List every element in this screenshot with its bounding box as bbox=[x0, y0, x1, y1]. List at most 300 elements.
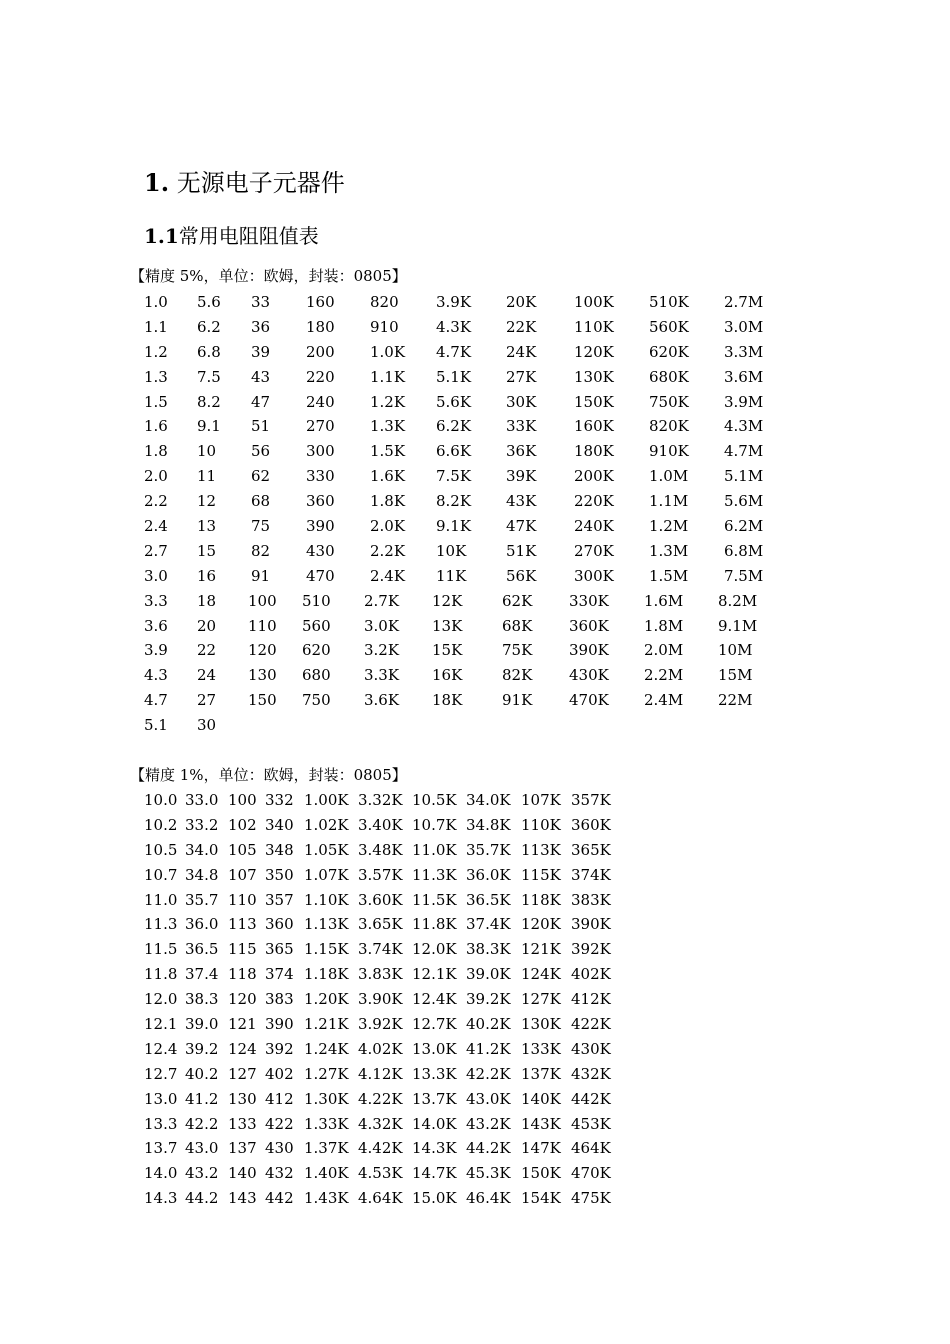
table-cell: 43.0 bbox=[185, 1139, 219, 1158]
table-cell: 1.1M bbox=[649, 492, 689, 511]
table-cell: 13.0 bbox=[144, 1089, 178, 1108]
table-cell: 40.2K bbox=[466, 1015, 511, 1034]
table-cell: 75 bbox=[251, 517, 271, 536]
heading-2-number: 1.1 bbox=[144, 224, 179, 248]
table-cell: 1.15K bbox=[304, 940, 349, 959]
table-cell: 143 bbox=[228, 1189, 257, 1208]
table-cell: 1.2K bbox=[370, 392, 406, 411]
table-cell: 38.3K bbox=[466, 940, 511, 959]
table-cell: 300K bbox=[574, 566, 614, 585]
table-cell: 130 bbox=[228, 1089, 257, 1108]
table-cell: 453K bbox=[571, 1114, 611, 1133]
table-cell: 147K bbox=[521, 1139, 561, 1158]
table-cell: 9.1M bbox=[718, 616, 758, 635]
table-cell: 2.4K bbox=[370, 566, 406, 585]
table-cell: 24 bbox=[197, 666, 217, 685]
table-cell: 620K bbox=[649, 342, 689, 361]
heading-section-1 bbox=[144, 166, 345, 200]
table-cell: 46.4K bbox=[466, 1189, 511, 1208]
table-cell: 20 bbox=[197, 616, 217, 635]
table-cell: 6.8M bbox=[724, 541, 764, 560]
table-cell: 470 bbox=[306, 566, 335, 585]
table-cell: 1.07K bbox=[304, 865, 349, 884]
table-cell: 12K bbox=[432, 591, 463, 610]
table-cell: 43.2K bbox=[466, 1114, 511, 1133]
table-cell: 37.4 bbox=[185, 965, 219, 984]
table-cell: 2.7K bbox=[364, 591, 400, 610]
table-cell: 357 bbox=[265, 890, 294, 909]
heading-section-1-1 bbox=[144, 221, 319, 251]
table-cell: 110K bbox=[574, 317, 614, 336]
table-cell: 13 bbox=[197, 517, 217, 536]
table-cell: 350 bbox=[265, 865, 294, 884]
table-cell: 1.10K bbox=[304, 890, 349, 909]
table-cell: 3.65K bbox=[358, 915, 403, 934]
table-cell: 360K bbox=[569, 616, 609, 635]
table-cell: 7.5K bbox=[436, 467, 472, 486]
table-cell: 4.02K bbox=[358, 1039, 403, 1058]
table-cell: 35.7 bbox=[185, 890, 219, 909]
table-cell: 1.40K bbox=[304, 1164, 349, 1183]
table-cell: 3.9K bbox=[436, 293, 472, 311]
table-cell: 750K bbox=[649, 392, 689, 411]
table-cell: 130 bbox=[248, 666, 277, 685]
table-cell: 43K bbox=[506, 492, 537, 511]
table-cell: 37.4K bbox=[466, 915, 511, 934]
table-cell: 374 bbox=[265, 965, 294, 984]
heading-1-number: 1. bbox=[144, 168, 170, 197]
table-cell: 120 bbox=[248, 641, 277, 660]
table-cell: 12.1 bbox=[144, 1015, 178, 1034]
table-cell: 383 bbox=[265, 990, 294, 1009]
table-cell: 43.2 bbox=[185, 1164, 219, 1183]
table-cell: 8.2M bbox=[718, 591, 758, 610]
table-cell: 390 bbox=[306, 517, 335, 536]
table-cell: 39.0 bbox=[185, 1015, 219, 1034]
table-cell: 750 bbox=[302, 691, 331, 710]
table-cell: 3.9 bbox=[144, 641, 168, 660]
table-cell: 360 bbox=[306, 492, 335, 511]
table-cell: 220 bbox=[306, 367, 335, 386]
table-cell: 14.0 bbox=[144, 1164, 178, 1183]
table-cell: 392 bbox=[265, 1039, 294, 1058]
table-cell: 1.30K bbox=[304, 1089, 349, 1108]
table-cell: 1.18K bbox=[304, 965, 349, 984]
table-cell: 11.3K bbox=[412, 865, 457, 884]
table-cell: 1.37K bbox=[304, 1139, 349, 1158]
table-cell: 3.92K bbox=[358, 1015, 403, 1034]
table-cell: 1.5 bbox=[144, 392, 168, 411]
table-cell: 24K bbox=[506, 342, 537, 361]
table-cell: 11 bbox=[197, 467, 217, 486]
table-cell: 62K bbox=[502, 591, 533, 610]
table-cell: 10.0 bbox=[144, 791, 178, 809]
table-cell: 1.21K bbox=[304, 1015, 349, 1034]
table-cell: 10.7 bbox=[144, 865, 178, 884]
table-cell: 115K bbox=[521, 865, 561, 884]
table-cell: 42.2 bbox=[185, 1114, 219, 1133]
table-cell: 1.6M bbox=[644, 591, 684, 610]
table-cell: 15.0K bbox=[412, 1189, 457, 1208]
table-cell: 13.3 bbox=[144, 1114, 178, 1133]
table-cell: 9.1 bbox=[197, 417, 221, 436]
table-cell: 1.20K bbox=[304, 990, 349, 1009]
table-cell: 475K bbox=[571, 1189, 611, 1208]
table-cell: 1.0K bbox=[370, 342, 406, 361]
table-cell: 1.5M bbox=[649, 566, 689, 585]
table-cell: 432K bbox=[571, 1064, 611, 1083]
table-cell: 22K bbox=[506, 317, 537, 336]
table-cell: 51 bbox=[251, 417, 271, 436]
table-cell: 1.43K bbox=[304, 1189, 349, 1208]
table-cell: 620 bbox=[302, 641, 331, 660]
table-cell: 36.5 bbox=[185, 940, 219, 959]
table-cell: 15M bbox=[718, 666, 753, 685]
table-cell: 1.27K bbox=[304, 1064, 349, 1083]
table-cell: 42.2K bbox=[466, 1064, 511, 1083]
table-cell: 9.1K bbox=[436, 517, 472, 536]
table-cell: 41.2 bbox=[185, 1089, 219, 1108]
table-cell: 330K bbox=[569, 591, 609, 610]
table-cell: 154K bbox=[521, 1189, 561, 1208]
table-cell: 910 bbox=[370, 317, 399, 336]
table-cell: 120K bbox=[574, 342, 614, 361]
table-cell: 680 bbox=[302, 666, 331, 685]
table-cell: 1.1K bbox=[370, 367, 406, 386]
table-cell: 392K bbox=[571, 940, 611, 959]
table-cell: 200 bbox=[306, 342, 335, 361]
table-cell: 220K bbox=[574, 492, 614, 511]
table-cell: 1.2M bbox=[649, 517, 689, 536]
table-cell: 332 bbox=[265, 791, 294, 809]
table-cell: 35.7K bbox=[466, 840, 511, 859]
table-cell: 470K bbox=[571, 1164, 611, 1183]
table-cell: 127K bbox=[521, 990, 561, 1009]
table-cell: 160 bbox=[306, 293, 335, 311]
table-cell: 1.3K bbox=[370, 417, 406, 436]
table-cell: 180 bbox=[306, 317, 335, 336]
table-cell: 34.8K bbox=[466, 815, 511, 834]
table-cell: 39.2 bbox=[185, 1039, 219, 1058]
table-cell: 115 bbox=[228, 940, 257, 959]
table-cell: 27 bbox=[197, 691, 217, 710]
table-cell: 113 bbox=[228, 915, 257, 934]
table-cell: 4.22K bbox=[358, 1089, 403, 1108]
table-cell: 430 bbox=[265, 1139, 294, 1158]
table-cell: 1.0 bbox=[144, 293, 168, 311]
table-cell: 5.6M bbox=[724, 492, 764, 511]
table-cell: 1.2 bbox=[144, 342, 168, 361]
table-cell: 12.4K bbox=[412, 990, 457, 1009]
table-cell: 150K bbox=[574, 392, 614, 411]
table-cell: 348 bbox=[265, 840, 294, 859]
table-cell: 82K bbox=[502, 666, 533, 685]
table-cell: 91 bbox=[251, 566, 271, 585]
table-cell: 270K bbox=[574, 541, 614, 560]
table-cell: 412 bbox=[265, 1089, 294, 1108]
table-cell: 62 bbox=[251, 467, 271, 486]
table-cell: 51K bbox=[506, 541, 537, 560]
table-cell: 7.5 bbox=[197, 367, 221, 386]
table-cell: 464K bbox=[571, 1139, 611, 1158]
table-cell: 340 bbox=[265, 815, 294, 834]
table-cell: 3.90K bbox=[358, 990, 403, 1009]
table-cell: 15K bbox=[432, 641, 463, 660]
table-cell: 130K bbox=[574, 367, 614, 386]
table-cell: 11.0K bbox=[412, 840, 457, 859]
table-cell: 2.2M bbox=[644, 666, 684, 685]
table-cell: 137 bbox=[228, 1139, 257, 1158]
table-cell: 2.2 bbox=[144, 492, 168, 511]
table-cell: 140K bbox=[521, 1089, 561, 1108]
table-cell: 4.53K bbox=[358, 1164, 403, 1183]
table-cell: 68K bbox=[502, 616, 533, 635]
table-cell: 130K bbox=[521, 1015, 561, 1034]
table-cell: 18K bbox=[432, 691, 463, 710]
table-cell: 4.42K bbox=[358, 1139, 403, 1158]
table-cell: 39 bbox=[251, 342, 271, 361]
table-cell: 68 bbox=[251, 492, 271, 511]
table-cell: 105 bbox=[228, 840, 257, 859]
table-cell: 2.2K bbox=[370, 541, 406, 560]
table-cell: 365 bbox=[265, 940, 294, 959]
table-cell: 102 bbox=[228, 815, 257, 834]
table-cell: 10.5 bbox=[144, 840, 178, 859]
table-cell: 374K bbox=[571, 865, 611, 884]
table-cell: 10M bbox=[718, 641, 753, 660]
table-cell: 11.5K bbox=[412, 890, 457, 909]
table-cell: 12.4 bbox=[144, 1039, 178, 1058]
table-cell: 39.2K bbox=[466, 990, 511, 1009]
table-cell: 2.4M bbox=[644, 691, 684, 710]
table-cell: 100K bbox=[574, 293, 614, 311]
table-cell: 36 bbox=[251, 317, 271, 336]
table-cell: 44.2 bbox=[185, 1189, 219, 1208]
table-cell: 4.64K bbox=[358, 1189, 403, 1208]
table-cell: 3.0K bbox=[364, 616, 400, 635]
heading-2-text: 常用电阻阻值表 bbox=[178, 224, 319, 248]
table-cell: 118K bbox=[521, 890, 561, 909]
table-cell: 330 bbox=[306, 467, 335, 486]
table-cell: 22 bbox=[197, 641, 217, 660]
table-cell: 3.48K bbox=[358, 840, 403, 859]
table-cell: 38.3 bbox=[185, 990, 219, 1009]
table-cell: 4.3M bbox=[724, 417, 764, 436]
table-cell: 11.8 bbox=[144, 965, 178, 984]
table-cell: 11.8K bbox=[412, 915, 457, 934]
table-cell: 33.2 bbox=[185, 815, 219, 834]
table-cell: 3.6M bbox=[724, 367, 764, 386]
table-cell: 10 bbox=[197, 442, 217, 461]
table-cell: 34.0 bbox=[185, 840, 219, 859]
table-cell: 1.3 bbox=[144, 367, 168, 386]
table-cell: 383K bbox=[571, 890, 611, 909]
table-cell: 430K bbox=[569, 666, 609, 685]
table-cell: 2.7 bbox=[144, 541, 168, 560]
table-cell: 820 bbox=[370, 293, 399, 311]
table-cell: 5.6K bbox=[436, 392, 472, 411]
table-cell: 430K bbox=[571, 1039, 611, 1058]
table-cell: 5.1M bbox=[724, 467, 764, 486]
table-cell: 41.2K bbox=[466, 1039, 511, 1058]
table-cell: 39K bbox=[506, 467, 537, 486]
table-cell: 3.6 bbox=[144, 616, 168, 635]
table-cell: 33 bbox=[251, 293, 271, 311]
table-cell: 402 bbox=[265, 1064, 294, 1083]
heading-1-text: 无源电子元器件 bbox=[176, 169, 345, 197]
table-cell: 14.7K bbox=[412, 1164, 457, 1183]
table-cell: 45.3K bbox=[466, 1164, 511, 1183]
table-cell: 1.05K bbox=[304, 840, 349, 859]
table-cell: 100 bbox=[228, 791, 257, 809]
table-cell: 5.6 bbox=[197, 293, 221, 311]
table-cell: 40.2 bbox=[185, 1064, 219, 1083]
table-cell: 2.0M bbox=[644, 641, 684, 660]
table-cell: 3.2K bbox=[364, 641, 400, 660]
table-cell: 1.02K bbox=[304, 815, 349, 834]
table-cell: 39.0K bbox=[466, 965, 511, 984]
table-cell: 113K bbox=[521, 840, 561, 859]
table-1-percent-caption: 【精度 1%，单位：欧姆，封装：0805】 bbox=[130, 766, 407, 784]
table-cell: 680K bbox=[649, 367, 689, 386]
table-cell: 13.7K bbox=[412, 1089, 457, 1108]
table-cell: 121 bbox=[228, 1015, 257, 1034]
table-cell: 82 bbox=[251, 541, 271, 560]
table-cell: 13K bbox=[432, 616, 463, 635]
table-cell: 12.0 bbox=[144, 990, 178, 1009]
table-cell: 3.57K bbox=[358, 865, 403, 884]
table-cell: 12.0K bbox=[412, 940, 457, 959]
table-cell: 12.7K bbox=[412, 1015, 457, 1034]
table-cell: 91K bbox=[502, 691, 533, 710]
table-cell: 3.0 bbox=[144, 566, 168, 585]
table-cell: 13.3K bbox=[412, 1064, 457, 1083]
table-cell: 240K bbox=[574, 517, 614, 536]
table-cell: 1.8 bbox=[144, 442, 168, 461]
table-cell: 1.00K bbox=[304, 791, 349, 809]
table-cell: 10K bbox=[436, 541, 467, 560]
table-cell: 12 bbox=[197, 492, 217, 511]
table-cell: 1.1 bbox=[144, 317, 168, 336]
table-cell: 3.60K bbox=[358, 890, 403, 909]
table-cell: 100 bbox=[248, 591, 277, 610]
table-cell: 11.0 bbox=[144, 890, 178, 909]
table-cell: 3.3M bbox=[724, 342, 764, 361]
table-cell: 110K bbox=[521, 815, 561, 834]
table-cell: 36K bbox=[506, 442, 537, 461]
table-cell: 7.5M bbox=[724, 566, 764, 585]
table-cell: 1.33K bbox=[304, 1114, 349, 1133]
table-cell: 2.0 bbox=[144, 467, 168, 486]
table-cell: 6.2M bbox=[724, 517, 764, 536]
table-cell: 4.7K bbox=[436, 342, 472, 361]
table-cell: 14.3K bbox=[412, 1139, 457, 1158]
table-cell: 36.5K bbox=[466, 890, 511, 909]
table-cell: 1.3M bbox=[649, 541, 689, 560]
table-cell: 1.24K bbox=[304, 1039, 349, 1058]
table-cell: 422K bbox=[571, 1015, 611, 1034]
table-cell: 6.6K bbox=[436, 442, 472, 461]
table-cell: 107K bbox=[521, 791, 561, 809]
table-cell: 121K bbox=[521, 940, 561, 959]
table-cell: 18 bbox=[197, 591, 217, 610]
table-cell: 510K bbox=[649, 293, 689, 311]
table-cell: 150K bbox=[521, 1164, 561, 1183]
table-cell: 33K bbox=[506, 417, 537, 436]
table-cell: 124 bbox=[228, 1039, 257, 1058]
table-cell: 390K bbox=[569, 641, 609, 660]
table-cell: 8.2 bbox=[197, 392, 221, 411]
table-cell: 1.6 bbox=[144, 417, 168, 436]
table-cell: 150 bbox=[248, 691, 277, 710]
table-cell: 4.3K bbox=[436, 317, 472, 336]
table-cell: 2.4 bbox=[144, 517, 168, 536]
table-5-percent-caption: 【精度 5%，单位：欧姆，封装：0805】 bbox=[130, 267, 407, 285]
table-cell: 560K bbox=[649, 317, 689, 336]
table-cell: 11.5 bbox=[144, 940, 178, 959]
table-cell: 107 bbox=[228, 865, 257, 884]
table-cell: 360 bbox=[265, 915, 294, 934]
table-cell: 5.1K bbox=[436, 367, 472, 386]
table-cell: 10.2 bbox=[144, 815, 178, 834]
table-cell: 180K bbox=[574, 442, 614, 461]
table-cell: 43 bbox=[251, 367, 271, 386]
table-cell: 8.2K bbox=[436, 492, 472, 511]
table-cell: 47K bbox=[506, 517, 537, 536]
table-cell: 30 bbox=[197, 716, 217, 735]
table-cell: 140 bbox=[228, 1164, 257, 1183]
table-cell: 160K bbox=[574, 417, 614, 436]
table-cell: 133 bbox=[228, 1114, 257, 1133]
table-cell: 20K bbox=[506, 293, 537, 311]
table-cell: 10.5K bbox=[412, 791, 457, 809]
table-cell: 27K bbox=[506, 367, 537, 386]
table-cell: 560 bbox=[302, 616, 331, 635]
table-cell: 143K bbox=[521, 1114, 561, 1133]
table-cell: 430 bbox=[306, 541, 335, 560]
table-cell: 11.3 bbox=[144, 915, 178, 934]
table-cell: 390 bbox=[265, 1015, 294, 1034]
table-cell: 1.13K bbox=[304, 915, 349, 934]
table-cell: 3.9M bbox=[724, 392, 764, 411]
table-cell: 402K bbox=[571, 965, 611, 984]
table-cell: 13.0K bbox=[412, 1039, 457, 1058]
table-cell: 34.8 bbox=[185, 865, 219, 884]
table-cell: 442K bbox=[571, 1089, 611, 1108]
table-cell: 200K bbox=[574, 467, 614, 486]
table-cell: 357K bbox=[571, 791, 611, 809]
table-cell: 4.7 bbox=[144, 691, 168, 710]
table-cell: 12.1K bbox=[412, 965, 457, 984]
table-cell: 34.0K bbox=[466, 791, 511, 809]
table-cell: 36.0K bbox=[466, 865, 511, 884]
table-cell: 11K bbox=[436, 566, 467, 585]
table-cell: 910K bbox=[649, 442, 689, 461]
table-cell: 110 bbox=[248, 616, 277, 635]
table-cell: 240 bbox=[306, 392, 335, 411]
table-cell: 270 bbox=[306, 417, 335, 436]
table-cell: 14.3 bbox=[144, 1189, 178, 1208]
table-cell: 120 bbox=[228, 990, 257, 1009]
table-cell: 124K bbox=[521, 965, 561, 984]
table-cell: 6.2 bbox=[197, 317, 221, 336]
table-cell: 365K bbox=[571, 840, 611, 859]
table-cell: 3.0M bbox=[724, 317, 764, 336]
table-cell: 13.7 bbox=[144, 1139, 178, 1158]
table-cell: 1.6K bbox=[370, 467, 406, 486]
table-cell: 127 bbox=[228, 1064, 257, 1083]
table-cell: 470K bbox=[569, 691, 609, 710]
